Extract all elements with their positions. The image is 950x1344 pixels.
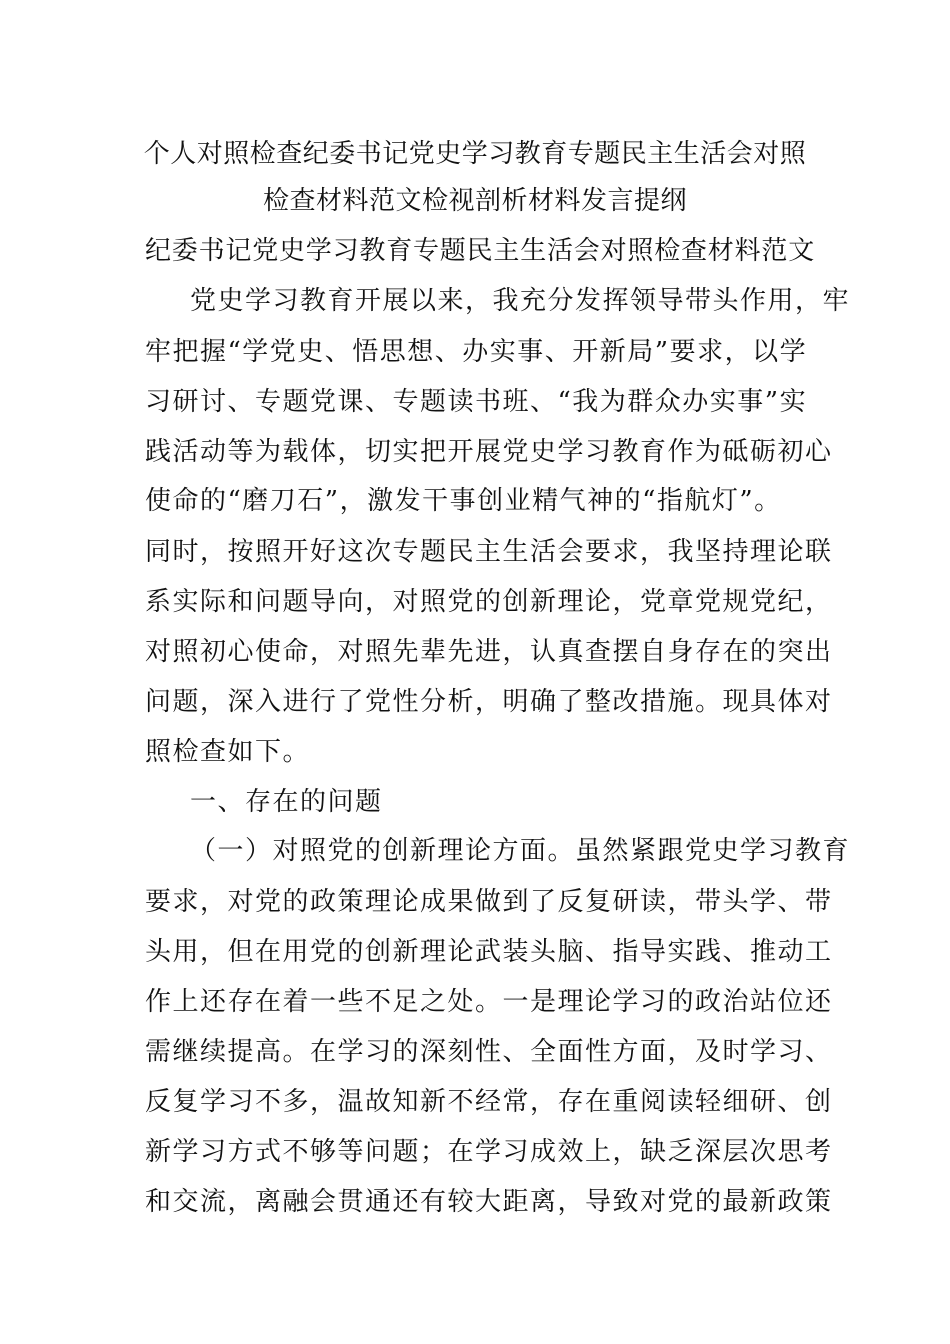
paragraph-line: 和交流，离融会贯通还有较大距离，导致对党的最新政策 [145,1187,833,1217]
paragraph-line: 要求，对党的政策理论成果做到了反复研读，带头学、带 [145,887,833,917]
paragraph-line: 新学习方式不够等问题；在学习成效上，缺乏深层次思考 [145,1137,833,1167]
paragraph-line: 同时，按照开好这次专题民主生活会要求，我坚持理论联 [145,537,833,567]
paragraph-line: （一）对照党的创新理论方面。虽然紧跟党史学习教育 [190,836,851,866]
paragraph-line: 需继续提高。在学习的深刻性、全面性方面，及时学习、 [145,1037,833,1067]
paragraph-line: 系实际和问题导向，对照党的创新理论，党章党规党纪， [145,587,833,617]
paragraph-line: 使命的“磨刀石”，激发干事创业精气神的“指航灯”。 [145,486,782,516]
paragraph-line: 头用，但在用党的创新理论武装头脑、指导实践、推动工 [145,937,833,967]
document-subtitle: 纪委书记党史学习教育专题民主生活会对照检查材料范文 [145,236,816,266]
paragraph-line: 反复学习不多，温故知新不经常，存在重阅读轻细研、创 [145,1087,833,1117]
paragraph-line: 牢把握“学党史、悟思想、办实事、开新局”要求，以学 [145,337,808,367]
paragraph-line: 党史学习教育开展以来，我充分发挥领导带头作用，牢 [190,286,851,316]
section-heading: 一、存在的问题 [190,787,383,817]
paragraph-line: 作上还存在着一些不足之处。一是理论学习的政治站位还 [145,987,833,1017]
document-title-line-1: 个人对照检查纪委书记党史学习教育专题民主生活会对照 [143,139,807,169]
paragraph-line: 照检查如下。 [145,737,311,767]
document-title-line-2: 检查材料范文检视剖析材料发言提纲 [262,186,687,216]
paragraph-line: 对照初心使命，对照先辈先进，认真查摆自身存在的突出 [145,637,833,667]
paragraph-line: 问题，深入进行了党性分析，明确了整改措施。现具体对 [145,687,833,717]
paragraph-line: 践活动等为载体，切实把开展党史学习教育作为砥砺初心 [145,437,833,467]
paragraph-line: 习研讨、专题党课、专题读书班、“我为群众办实事”实 [145,387,808,417]
